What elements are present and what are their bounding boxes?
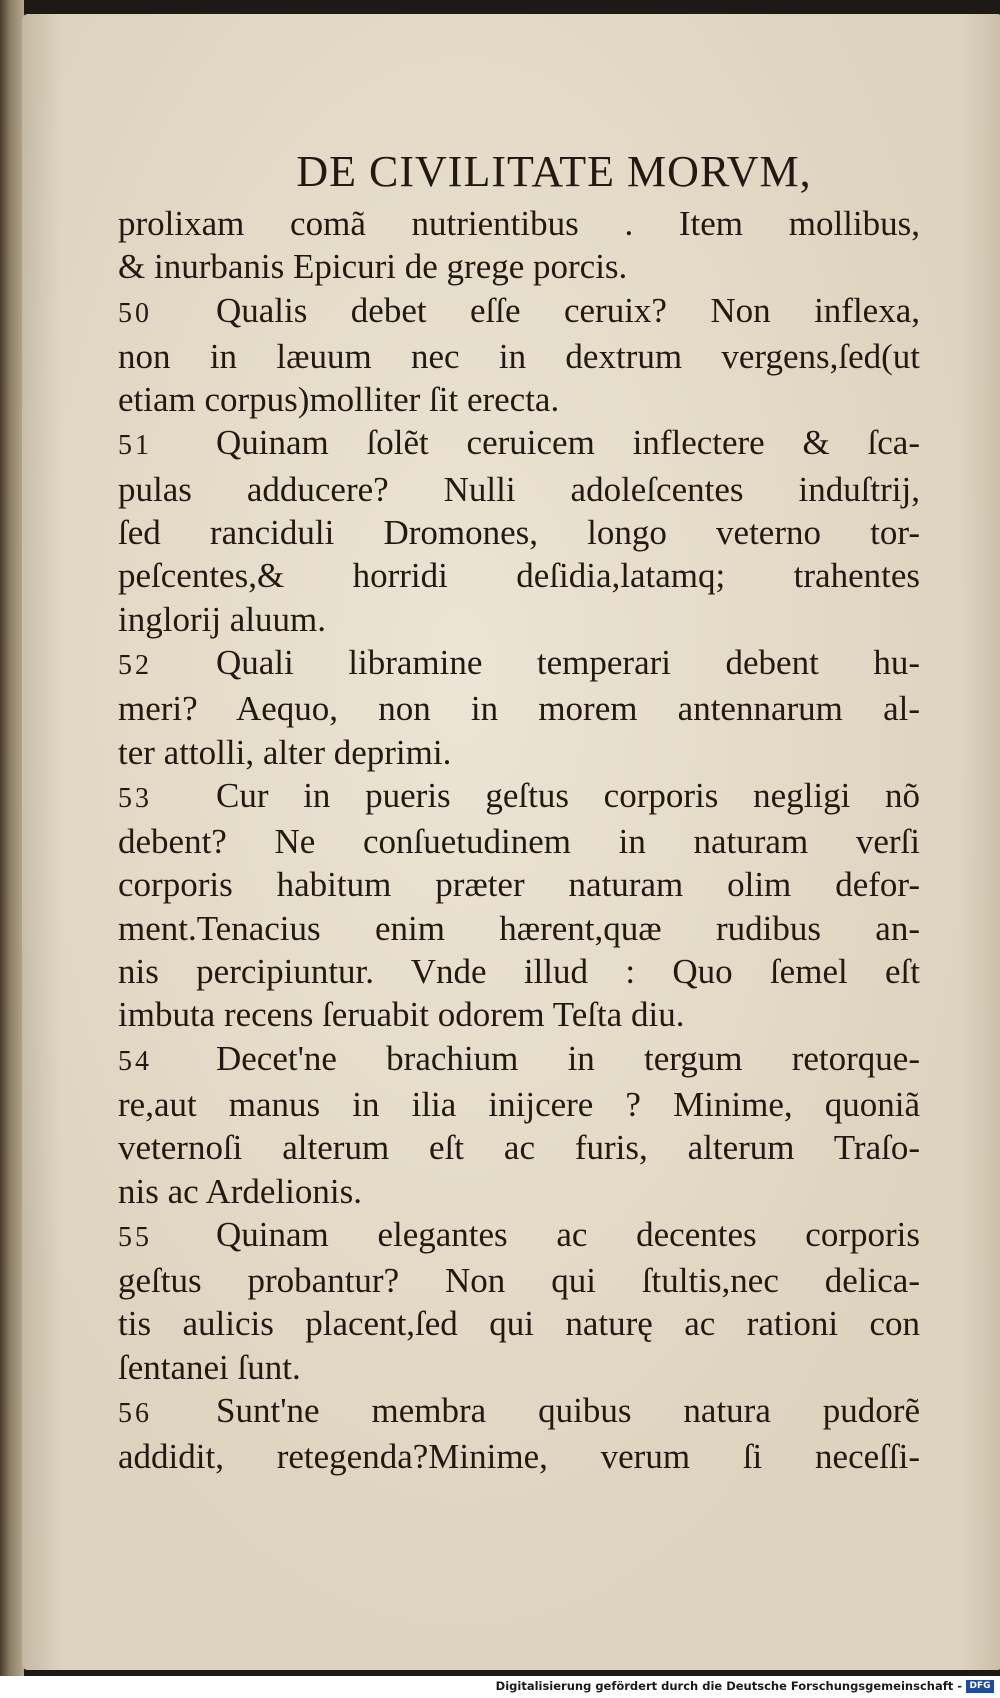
text-body xyxy=(118,202,920,1479)
text-line xyxy=(118,1435,920,1478)
book-page xyxy=(22,14,1000,1670)
text-line xyxy=(118,1259,920,1302)
text-line xyxy=(118,863,920,906)
text-line xyxy=(118,1083,920,1126)
text-line xyxy=(118,335,920,378)
line-text: Quinam ſolẽt ceruicem inflectere & ſca- xyxy=(216,423,920,463)
line-text: ment.Tenacius enim hærent,quæ rudibus an- xyxy=(118,908,920,948)
text-line xyxy=(118,687,920,730)
line-text: prolixam comã nutrientibus . Item mollibus, xyxy=(118,204,920,243)
text-line xyxy=(118,289,920,335)
text-line xyxy=(118,907,920,950)
footer-bar xyxy=(0,1676,1000,1698)
line-text: Quali libramine temperari debent hu- xyxy=(216,642,920,682)
line-text: etiam corpus)molliter ſit erecta. xyxy=(118,380,560,420)
line-text: re,aut manus in ilia inijcere ? Minime, quoniã xyxy=(118,1084,920,1124)
line-text: debent? Ne conſuetudinem in naturam verſi xyxy=(118,822,920,862)
text-line xyxy=(118,245,920,288)
text-line xyxy=(118,468,920,511)
question-number: 56 xyxy=(118,1398,152,1430)
page-title: DE CIVILITATE MORVM, xyxy=(296,147,812,196)
line-text: imbuta recens ſeruabit odorem Teſta diu. xyxy=(118,995,685,1035)
text-line xyxy=(118,511,920,554)
question-number: 50 xyxy=(118,297,152,329)
text-line xyxy=(118,1170,920,1213)
line-text: & inurbanis Epicuri de grege porcis. xyxy=(118,247,628,287)
line-text: ſed ranciduli Dromones, longo veterno tor- xyxy=(118,513,920,553)
text-line xyxy=(118,731,920,774)
text-line xyxy=(118,421,920,467)
text-line xyxy=(118,598,920,641)
dfg-logo: DFG xyxy=(966,1680,994,1693)
funding-credit: Digitalisierung gefördert durch die Deutsche Forschungsgemeinschaft - xyxy=(495,1679,962,1693)
line-text: nis percipiuntur. Vnde illud : Quo ſemel eſt xyxy=(118,952,920,992)
text-line xyxy=(118,1389,920,1435)
line-text: Sunt'ne membra quibus natura pudorẽ xyxy=(216,1391,920,1431)
text-line xyxy=(118,1213,920,1259)
text-line xyxy=(118,641,920,687)
line-text: Cur in pueris geſtus corporis negligi nõ xyxy=(216,775,920,815)
question-number: 54 xyxy=(118,1045,152,1077)
text-line xyxy=(118,820,920,863)
line-text: tis aulicis placent,ſed qui naturę ac rationi con xyxy=(118,1304,920,1344)
text-line xyxy=(118,993,920,1036)
text-line xyxy=(118,1346,920,1389)
line-text: ſentanei ſunt. xyxy=(118,1347,301,1387)
line-text: Decet'ne brachium in tergum retorque- xyxy=(216,1038,920,1078)
question-number: 55 xyxy=(118,1221,152,1253)
text-line xyxy=(118,774,920,820)
question-number: 51 xyxy=(118,430,152,462)
question-number: 53 xyxy=(118,782,152,814)
line-text: non in læuum nec in dextrum vergens,ſed(ut xyxy=(118,336,920,376)
line-text: geſtus probantur? Non qui ſtultis,nec delica- xyxy=(118,1261,920,1301)
page-text xyxy=(118,142,920,1479)
line-text: peſcentes,& horridi deſidia,latamq; trahentes xyxy=(118,556,920,596)
line-text: ter attolli, alter deprimi. xyxy=(118,732,452,772)
text-line xyxy=(118,950,920,993)
text-line xyxy=(118,1126,920,1169)
question-number: 52 xyxy=(118,649,152,681)
line-text: nis ac Ardelionis. xyxy=(118,1171,362,1211)
line-text: Qualis debet eſſe ceruix? Non inflexa, xyxy=(216,290,920,330)
line-text: inglorij aluum. xyxy=(118,599,327,639)
line-text: meri? Aequo, non in morem antennarum al- xyxy=(118,689,920,729)
line-text: Quinam elegantes ac decentes corporis xyxy=(216,1214,920,1254)
book-edge xyxy=(0,0,24,1680)
text-line xyxy=(118,378,920,421)
text-line xyxy=(118,202,920,245)
line-text: pulas adducere? Nulli adoleſcentes induſtrij, xyxy=(118,469,920,509)
line-text: veternoſi alterum eſt ac furis, alterum Traſo- xyxy=(118,1128,920,1168)
line-text: corporis habitum præter naturam olim defor- xyxy=(118,865,920,905)
text-line xyxy=(118,1037,920,1083)
text-line xyxy=(118,1302,920,1345)
text-line xyxy=(118,554,920,597)
line-text: addidit, retegenda?Minime, verum ſi neceſſi- xyxy=(118,1437,920,1477)
